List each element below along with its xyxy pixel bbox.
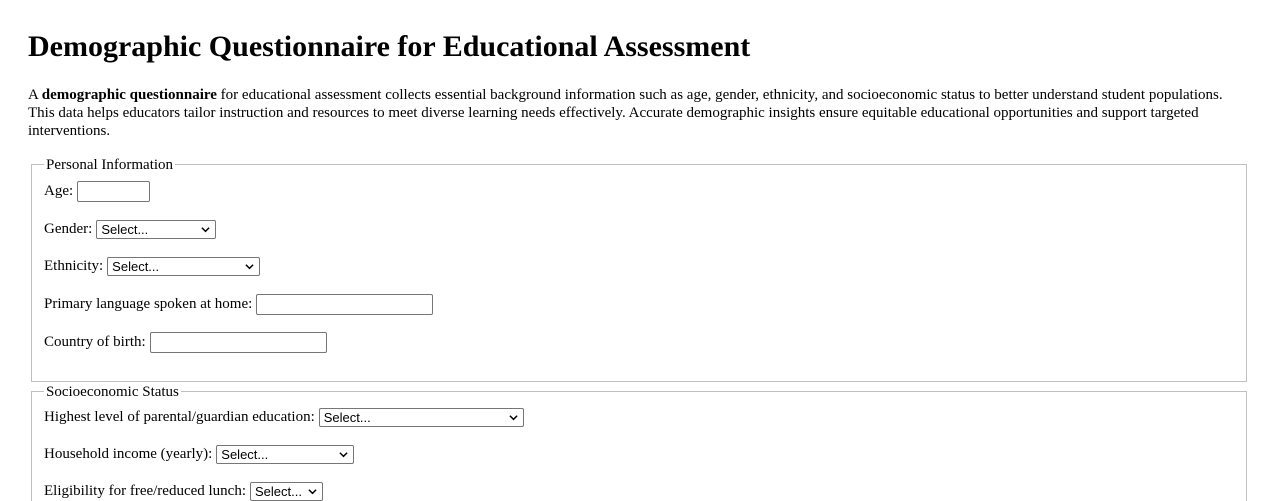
- intro-bold-term: demographic questionnaire: [41, 87, 217, 103]
- age-input[interactable]: [77, 181, 150, 202]
- language-label: Primary language spoken at home:: [44, 296, 253, 312]
- chevron-down-icon: [509, 413, 518, 422]
- gender-select-value: Select...: [101, 221, 149, 237]
- education-label: Highest level of parental/guardian education:: [44, 409, 315, 425]
- free-reduced-lunch-select[interactable]: [250, 482, 323, 501]
- lunch-label: Eligibility for free/reduced lunch:: [44, 483, 247, 499]
- language-row: [44, 293, 433, 315]
- age-label: Age:: [44, 183, 74, 199]
- parental-education-select[interactable]: [319, 408, 524, 427]
- gender-row: [44, 218, 216, 240]
- country-label: Country of birth:: [44, 334, 146, 350]
- education-row: [44, 406, 524, 428]
- intro-paragraph: [28, 86, 1243, 140]
- gender-select[interactable]: [96, 220, 216, 239]
- ethnicity-select[interactable]: [107, 257, 260, 276]
- socioeconomic-status-legend: Socioeconomic Status: [46, 384, 179, 400]
- chevron-down-icon: [308, 487, 317, 496]
- country-row: [44, 331, 327, 353]
- lunch-row: [44, 480, 323, 501]
- personal-information-fieldset: [31, 157, 1247, 382]
- lunch-select-value: Select...: [255, 483, 302, 499]
- chevron-down-icon: [339, 450, 348, 459]
- chevron-down-icon: [245, 262, 254, 271]
- personal-information-legend: Personal Information: [46, 157, 174, 173]
- primary-language-input[interactable]: [256, 294, 433, 315]
- income-select-value: Select...: [221, 446, 269, 462]
- ethnicity-select-value: Select...: [112, 258, 160, 274]
- gender-label: Gender:: [44, 221, 93, 237]
- household-income-select[interactable]: [216, 445, 354, 464]
- ethnicity-row: [44, 255, 260, 277]
- socioeconomic-status-fieldset: [31, 384, 1247, 501]
- intro-prefix: A: [28, 87, 42, 103]
- income-label: Household income (yearly):: [44, 446, 213, 462]
- age-row: [44, 180, 150, 202]
- chevron-down-icon: [201, 225, 210, 234]
- country-of-birth-input[interactable]: [150, 332, 327, 353]
- intro-text: for educational assessment collects essential background information such as age, gender, ethnicity, and socioeconomic status to better understand student populations. This data helps educators tailor instruction and resources to meet diverse learning needs effectively. Accurate demographic insights ensure equitable educational opportunities and support targeted interventions.: [28, 87, 1223, 139]
- education-select-value: Select...: [323, 409, 371, 425]
- ethnicity-label: Ethnicity:: [44, 258, 104, 274]
- page-title: Demographic Questionnaire for Educational Assessment: [28, 30, 751, 63]
- income-row: [44, 443, 354, 465]
